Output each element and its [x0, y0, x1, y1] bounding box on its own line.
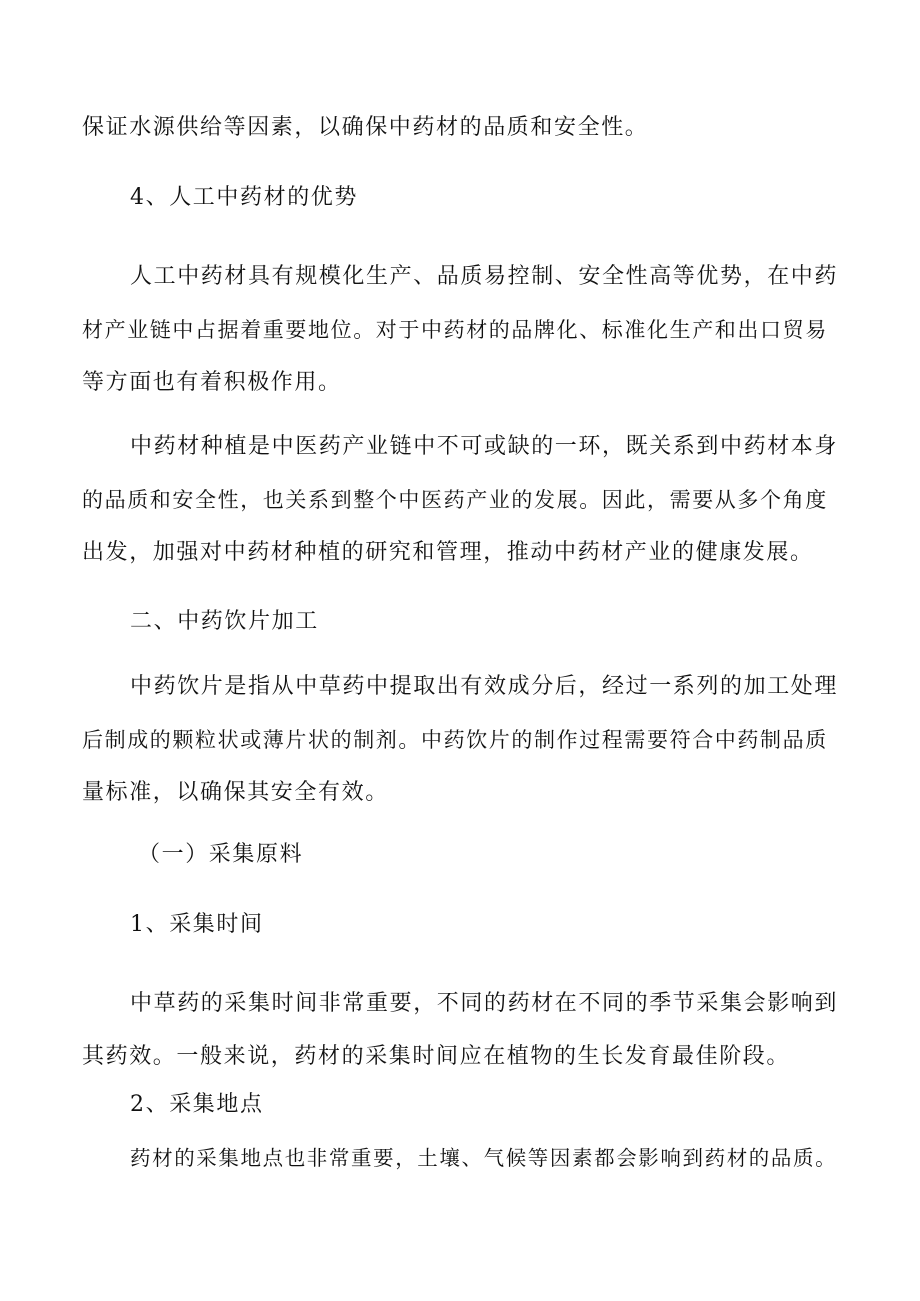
paragraph-line: 药材的采集地点也非常重要，土壤、气候等因素都会影响到药材的品质。	[130, 1146, 838, 1170]
paragraph-line: 材产业链中占据着重要地位。对于中药材的品牌化、标准化生产和出口贸易	[82, 318, 828, 342]
section-heading-4: 4、人工中药材的优势	[130, 185, 358, 210]
paragraph-line: 后制成的颗粒状或薄片状的制剂。中药饮片的制作过程需要符合中药制品质	[82, 728, 828, 752]
paragraph-line: 人工中药材具有规模化生产、品质易控制、安全性高等优势，在中药	[130, 264, 839, 289]
paragraph-line: 中药材种植是中医药产业链中不可或缺的一环，既关系到中药材本身	[130, 434, 839, 459]
paragraph-line: 保证水源供给等因素，以确保中药材的品质和安全性。	[82, 115, 649, 140]
subsection-heading: （一）采集原料	[138, 842, 304, 867]
paragraph-line: 等方面也有着积极作用。	[82, 370, 342, 395]
paragraph-line: 出发，加强对中药材种植的研究和管理，推动中药材产业的健康发展。	[82, 540, 814, 565]
section-heading-2: 2、采集地点	[130, 1092, 264, 1117]
paragraph-line: 的品质和安全性，也关系到整个中医药产业的发展。因此，需要从多个角度	[82, 488, 828, 512]
section-heading-two: 二、中药饮片加工	[130, 609, 319, 634]
paragraph-line: 中药饮片是指从中草药中提取出有效成分后，经过一系列的加工处理	[130, 674, 839, 699]
paragraph-line: 量标准，以确保其安全有效。	[82, 780, 389, 805]
section-heading-1: 1、采集时间	[130, 912, 264, 937]
paragraph-line: 中草药的采集时间非常重要，不同的药材在不同的季节采集会影响到	[130, 991, 839, 1016]
paragraph-line: 其药效。一般来说，药材的采集时间应在植物的生长发育最佳阶段。	[82, 1044, 791, 1069]
